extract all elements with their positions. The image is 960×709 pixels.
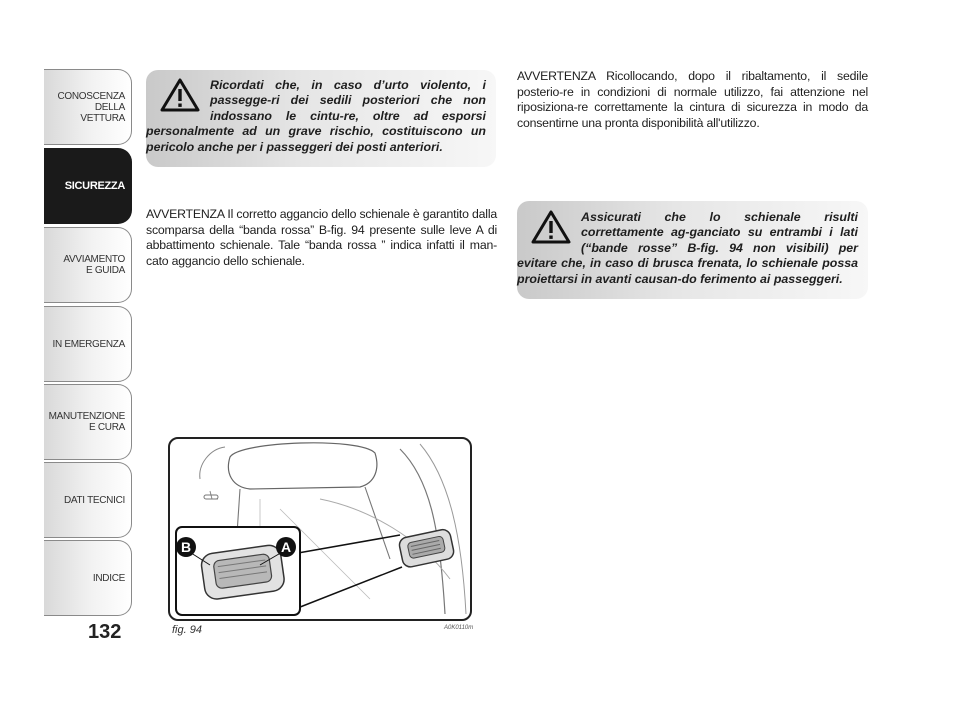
paragraph-avvertenza-aggancio: AVVERTENZA Il corretto aggancio dello schienale è garantito dalla scomparsa della “banda rossa” B-fig. 94 presente sulle leve A di abbattimento schienale. Tale “banda rossa ” indica infatti il man-cato aggancio dello schienale.	[146, 207, 497, 268]
tab-in-emergenza[interactable]: IN EMERGENZA	[44, 306, 132, 382]
seat-illustration	[170, 439, 470, 619]
tab-avviamento-e-guida[interactable]: AVVIAMENTO E GUIDA	[44, 227, 132, 303]
warning-triangle-icon	[531, 210, 571, 244]
tab-dati-tecnici[interactable]: DATI TECNICI	[44, 462, 132, 538]
callout-b-label: B	[180, 539, 192, 555]
warning-triangle-icon	[160, 78, 200, 112]
warning-text-1: Ricordati che, in caso d’urto violento, i passegge-ri dei sedili posteriori che non indossano le cintu-re, oltre ad esporsi personalmente ad un grave rischio, costituiscono un pericolo anche per i passeggeri dei posti anteriori.	[146, 78, 486, 154]
tab-indice[interactable]: INDICE	[44, 540, 132, 616]
figure-code: A0K0110m	[444, 625, 474, 631]
paragraph-avvertenza-ricollocando: AVVERTENZA Ricollocando, dopo il ribaltamento, il sedile posterio-re in condizioni di normale utilizzo, fai attenzione nel riposiziona-re correttamente la cintura di sicurezza in modo da consentirne una pronta disponibilità all'utilizzo.	[517, 69, 868, 130]
tab-conoscenza-della-vettura[interactable]: CONOSCENZA DELLA VETTURA	[44, 69, 132, 145]
warning-box-backrest	[517, 201, 868, 299]
warning-box-rear-passengers	[146, 70, 496, 167]
page-number: 132	[88, 621, 122, 643]
tab-sicurezza[interactable]: SICUREZZA	[44, 148, 132, 224]
figure-caption: fig. 94	[172, 624, 202, 636]
figure-94-seat-lever	[168, 437, 472, 621]
callout-a-label: A	[280, 539, 292, 555]
tab-manutenzione-e-cura[interactable]: MANUTENZIONE E CURA	[44, 384, 132, 460]
warning-text-2: Assicurati che lo schienale risulti correttamente ag-ganciato su entrambi i lati (“bande rosse” B-fig. 94 non visibili) per evitare che, in caso di brusca frenata, lo schienale possa proiettarsi in avanti causan-do ferimento ai passeggeri.	[517, 210, 858, 286]
